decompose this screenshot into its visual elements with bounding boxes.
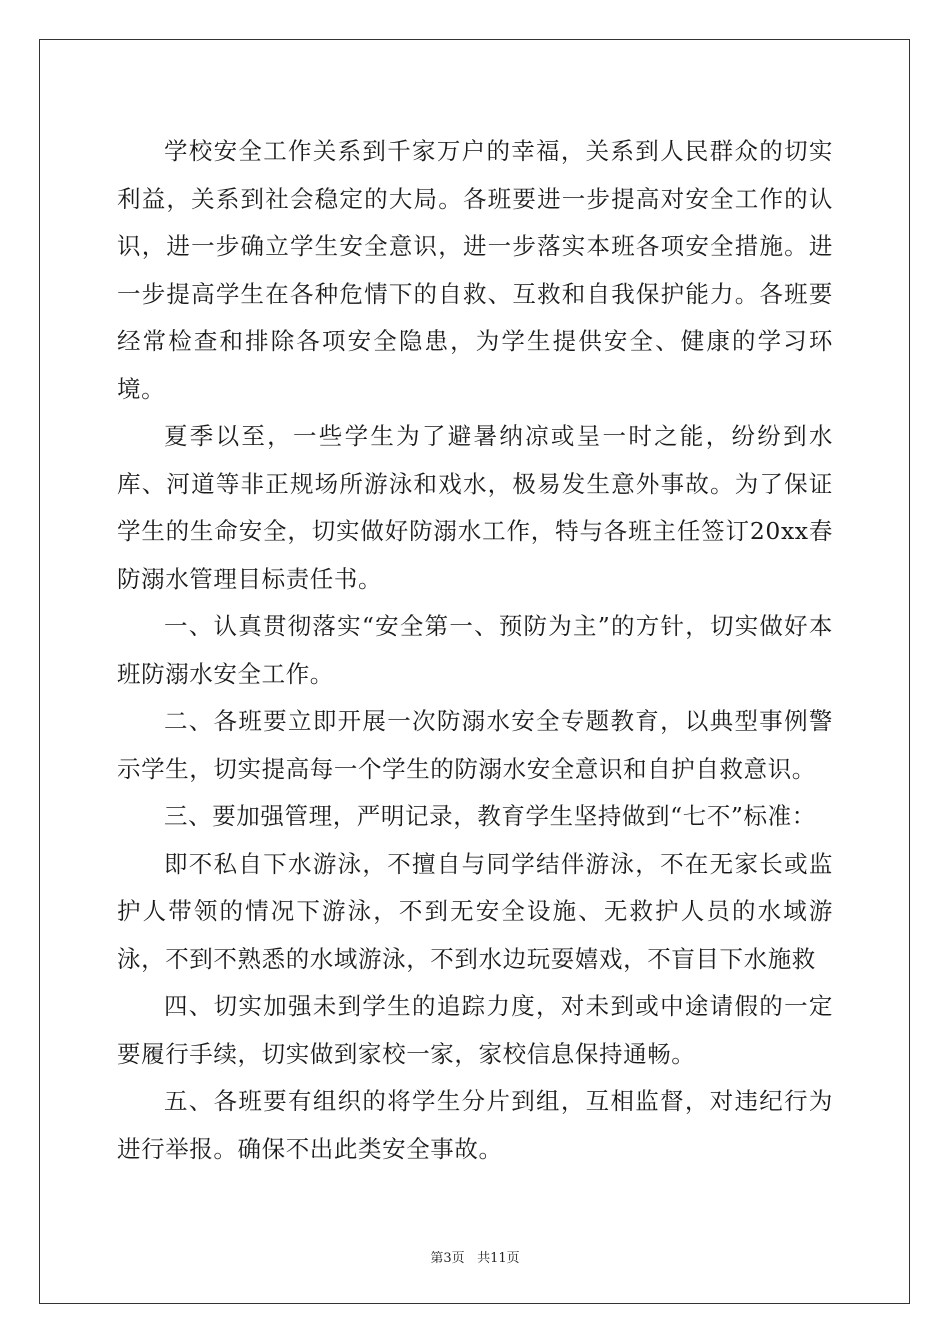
paragraph-item-3: 三、要加强管理，严明记录，教育学生坚持做到“七不”标准： xyxy=(164,802,816,830)
paragraph-item-1: 一、认真贯彻落实“安全第一、预防为主”的方针，切实做好本班防溺水安全工作。 xyxy=(117,612,833,688)
page-number: 第3页 xyxy=(430,1251,465,1266)
page-total: 共11页 xyxy=(477,1251,520,1266)
paragraph-summer-drowning: 夏季以至，一些学生为了避暑纳凉或呈一时之能，纷纷到水库、河道等非正规场所游泳和戏水，极易发生意外事故。为了保证学生的生命安全，切实做好防溺水工作，特与各班主任签订20xx春防溺水管理目标责任书。 xyxy=(117,422,833,593)
document-body xyxy=(117,128,833,1173)
paragraph-seven-rules: 即不私自下水游泳，不擅自与同学结伴游泳，不在无家长或监护人带领的情况下游泳，不到无安全设施、无救护人员的水域游泳，不到不熟悉的水域游泳，不到水边玩耍嬉戏，不盲目下水施救 xyxy=(117,849,833,973)
page-footer xyxy=(0,1247,950,1266)
paragraph-item-2: 二、各班要立即开展一次防溺水安全专题教育，以典型事例警示学生，切实提高每一个学生的防溺水安全意识和自护自救意识。 xyxy=(117,707,833,783)
paragraph-item-4: 四、切实加强未到学生的追踪力度，对未到或中途请假的一定要履行手续，切实做到家校一家，家校信息保持通畅。 xyxy=(117,992,833,1068)
paragraph-item-5: 五、各班要有组织的将学生分片到组，互相监督，对违纪行为进行举报。确保不出此类安全事故。 xyxy=(117,1087,833,1163)
paragraph-safety-importance: 学校安全工作关系到千家万户的幸福，关系到人民群众的切实利益，关系到社会稳定的大局。各班要进一步提高对安全工作的认识，进一步确立学生安全意识，进一步落实本班各项安全措施。进一步提高学生在各种危情下的自救、互救和自我保护能力。各班要经常检查和排除各项安全隐患，为学生提供安全、健康的学习环境。 xyxy=(117,137,833,403)
